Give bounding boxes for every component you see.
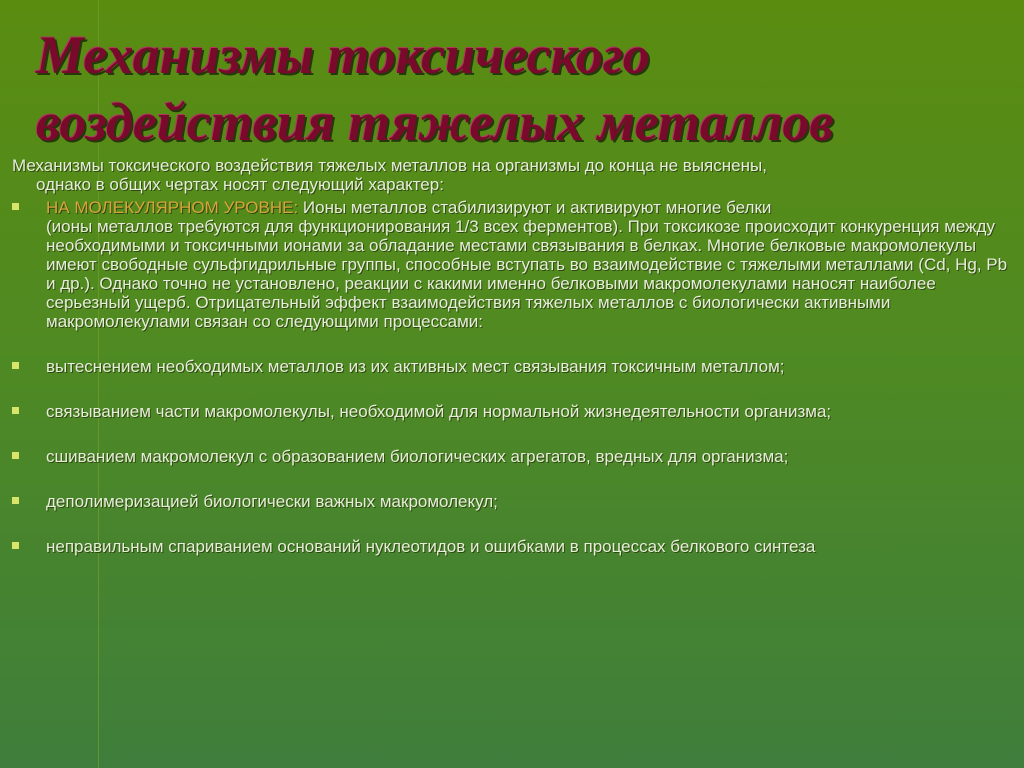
list-item — [12, 402, 1012, 421]
bullet-molecular-level — [12, 198, 1012, 331]
list-item — [12, 537, 1012, 556]
list-item-text: связыванием части макромолекулы, необходимой для нормальной жизнедеятельности организма; — [46, 402, 832, 421]
square-bullet-icon — [12, 497, 19, 504]
list-item — [12, 357, 1012, 376]
square-bullet-icon — [12, 407, 19, 414]
list-item — [12, 492, 1012, 511]
slide-title-line: воздействия тяжелых металлов — [36, 92, 834, 152]
square-bullet-icon — [12, 542, 19, 549]
square-bullet-icon — [12, 203, 19, 210]
list-item — [12, 447, 1012, 466]
bullet-text-continuation: (ионы металлов требуются для функционирования 1/3 всех ферментов). При токсикозе происходит конкуренция между необходимыми и токсичными ионами за обладание местами связывания в белках. Многие белковые макромолекулы имеют свободные сульфгидрильные группы, способные вступать во взаимодействие с тяжелыми металлами (Cd, Hg, Pb и др.). Однако точно не установлено, реакции с какими именно белковыми макромолекулами наносят наиболее серьезный ущерб. Отрицательный эффект взаимодействия тяжелых металлов с биологически активными макромолекулами связан со следующими процессами: — [46, 217, 1008, 331]
bullet-list — [12, 198, 1012, 556]
list-item-text: сшиванием макромолекул с образованием биологических агрегатов, вредных для организма; — [46, 447, 789, 466]
square-bullet-icon — [12, 452, 19, 459]
slide-title-line: Механизмы токсического — [36, 25, 650, 85]
intro-paragraph — [12, 156, 1012, 194]
intro-line: Механизмы токсического воздействия тяжелых металлов на организмы до конца не выяснены, — [12, 156, 767, 175]
square-bullet-icon — [12, 362, 19, 369]
list-item-text: неправильным спариванием оснований нуклеотидов и ошибками в процессах белкового синтеза — [46, 537, 816, 556]
molecular-level-highlight: НА МОЛЕКУЛЯРНОМ УРОВНЕ: — [46, 198, 299, 217]
list-item-text: деполимеризацией биологически важных макромолекул; — [46, 492, 498, 511]
bullet-text: Ионы металлов стабилизируют и активируют многие белки — [298, 198, 772, 217]
bullet-first-line — [46, 198, 771, 217]
slide-body — [12, 156, 1012, 556]
list-item-text: вытеснением необходимых металлов из их активных мест связывания токсичным металлом; — [46, 357, 785, 376]
intro-line: однако в общих чертах носят следующий характер: — [36, 175, 444, 194]
slide-title — [36, 22, 996, 156]
